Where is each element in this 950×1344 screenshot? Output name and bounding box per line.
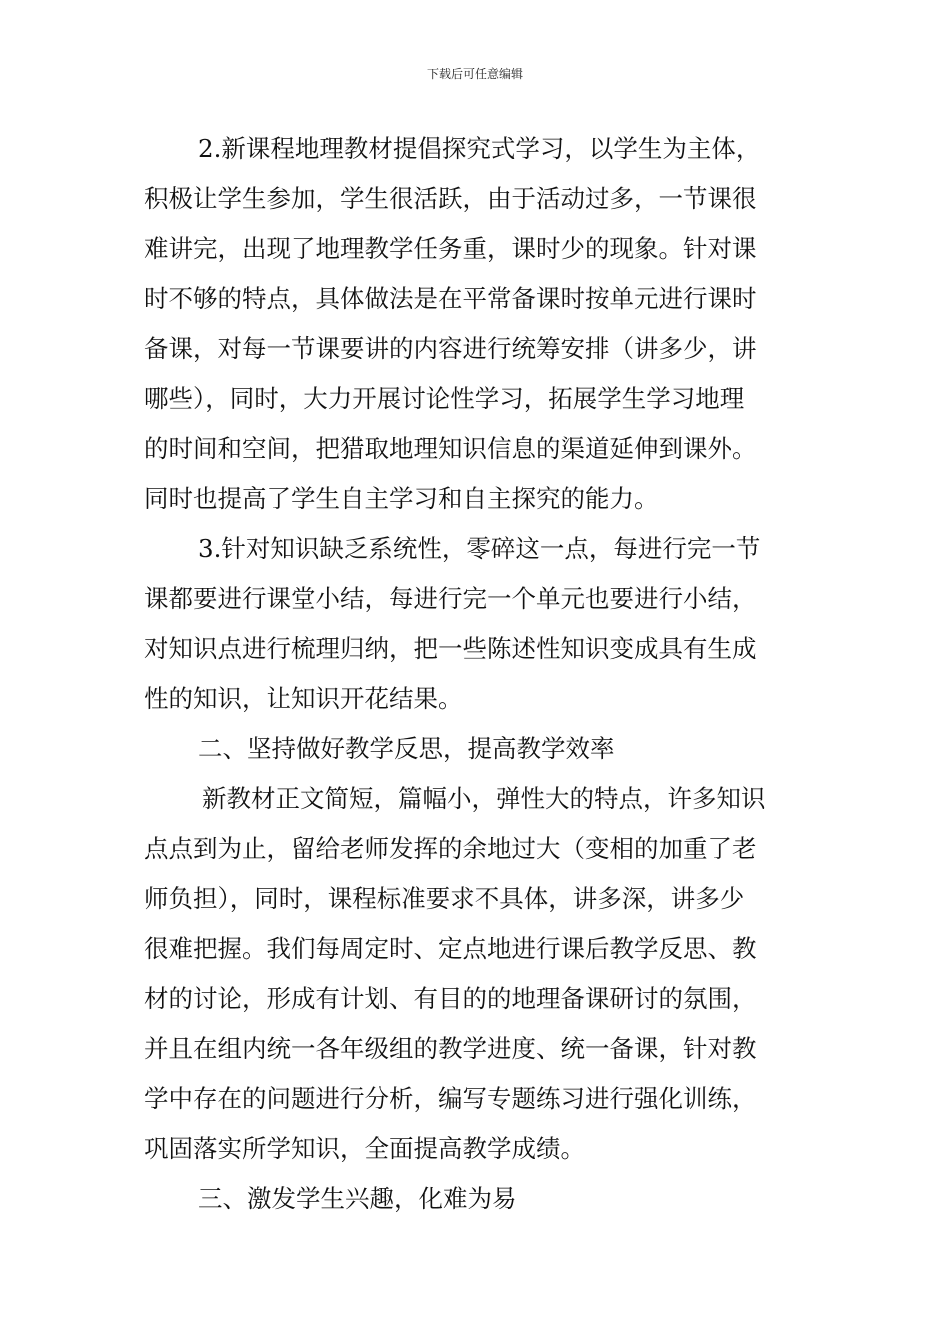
paragraph-line: 师负担），同时，课程标准要求不具体，讲多深，讲多少: [144, 884, 745, 913]
paragraph-line: 哪些），同时，大力开展讨论性学习，拓展学生学习地理: [144, 384, 745, 413]
paragraph-line: 备课，对每一节课要讲的内容进行统筹安排（讲多少，讲: [144, 334, 757, 363]
section-heading: 二、坚持做好教学反思，提高教学效率: [198, 734, 615, 763]
paragraph-line: 材的讨论，形成有计划、有目的的地理备课研讨的氛围，: [144, 984, 757, 1013]
paragraph-line: 对知识点进行梳理归纳，把一些陈述性知识变成具有生成: [144, 634, 757, 663]
paragraph-line: 性的知识，让知识开花结果。: [144, 684, 463, 713]
paragraph-line: 难讲完，出现了地理教学任务重，课时少的现象。针对课: [144, 234, 757, 263]
page-header: 下载后可任意编辑: [426, 67, 523, 81]
paragraph-line: 3.针对知识缺乏系统性，零碎这一点，每进行完一节: [198, 534, 761, 563]
section-heading: 三、激发学生兴趣，化难为易: [198, 1184, 517, 1213]
paragraph-line: 新教材正文简短，篇幅小，弹性大的特点，许多知识: [202, 784, 766, 813]
paragraph-line: 课都要进行课堂小结，每进行完一个单元也要进行小结，: [144, 584, 757, 613]
paragraph-line: 2.新课程地理教材提倡探究式学习，以学生为主体，: [198, 134, 761, 163]
paragraph-line: 学中存在的问题进行分析，编写专题练习进行强化训练，: [144, 1084, 757, 1113]
document-body: [144, 130, 814, 1230]
paragraph-line: 同时也提高了学生自主学习和自主探究的能力。: [144, 484, 659, 513]
paragraph-line: 点点到为止，留给老师发挥的余地过大（变相的加重了老: [144, 834, 757, 863]
paragraph-line: 积极让学生参加，学生很活跃，由于活动过多，一节课很: [144, 184, 757, 213]
paragraph-line: 时不够的特点，具体做法是在平常备课时按单元进行课时: [144, 284, 757, 313]
paragraph-line: 并且在组内统一各年级组的教学进度、统一备课，针对教: [144, 1034, 757, 1063]
paragraph-line: 巩固落实所学知识，全面提高教学成绩。: [144, 1134, 585, 1163]
paragraph-line: 的时间和空间，把猎取地理知识信息的渠道延伸到课外。: [144, 434, 757, 463]
paragraph-line: 很难把握。我们每周定时、定点地进行课后教学反思、教: [144, 934, 757, 963]
